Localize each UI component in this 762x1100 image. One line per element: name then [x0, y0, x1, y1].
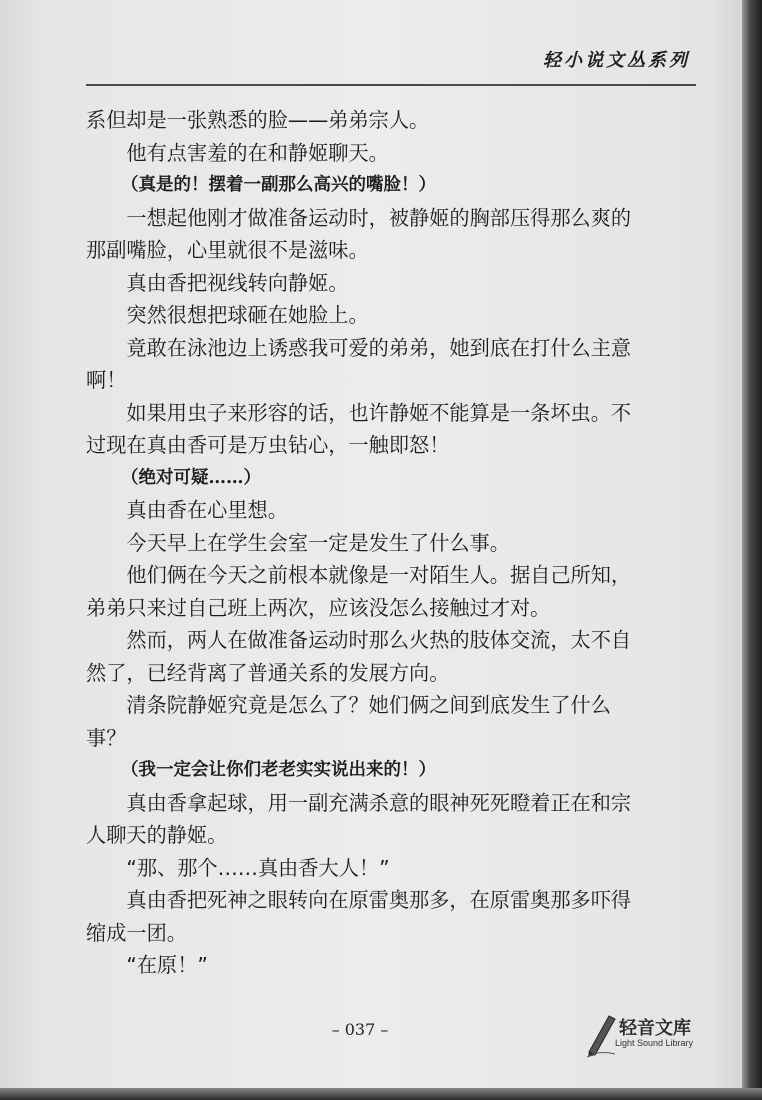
publisher-logo [585, 1010, 697, 1058]
text-line-16: 弟弟只来过自己班上两次，应该没怎么接触过才对。 [86, 595, 551, 620]
text-line-25: 真由香把死神之眼转向在原雷奥那多，在原雷奥那多吓得 [126, 888, 632, 912]
text-line-11: 过现在真由香可是万虫钻心，一触即怒！ [86, 433, 450, 457]
series-title: 轻小说文丛系列 [543, 50, 690, 71]
page-number: – 037 – [331, 1020, 389, 1039]
text-line-5: 那副嘴脸，心里就很不是滋味。 [86, 238, 369, 262]
text-line-2: 他有点害羞的在和静姬聊天。 [126, 140, 389, 165]
text-line-8: 竟敢在泳池边上诱惑我可爱的弟弟，她到底在打什么主意 [126, 335, 632, 360]
text-line-23: 人聊天的静姬。 [86, 823, 228, 847]
logo-chinese-text: 轻音文库 [619, 1018, 691, 1039]
pen-icon [585, 1010, 619, 1058]
text-line-22: 真由香拿起球，用一副充满杀意的眼神死死瞪着正在和宗 [126, 790, 632, 815]
text-line-18: 然了，已经背离了普通关系的发展方向。 [86, 660, 450, 685]
text-line-10: 如果用虫子来形容的话，也许静姬不能算是一条坏虫。不 [126, 400, 632, 425]
page-edge-shadow [742, 0, 762, 1100]
text-line-9: 啊！ [86, 368, 127, 392]
text-line-20: 事？ [86, 725, 127, 750]
text-line-21: （我一定会让你们老老实实说出来的！） [121, 760, 436, 780]
text-line-15: 他们俩在今天之前根本就像是一对陌生人。据自己所知， [126, 563, 632, 587]
text-line-4: 一想起他刚才做准备运动时，被静姬的胸部压得那么爽的 [126, 205, 632, 230]
text-line-3: （真是的！摆着一副那么高兴的嘴脸！） [121, 175, 436, 195]
header-rule [86, 84, 696, 86]
logo-english-text: Light Sound Library [615, 1038, 694, 1048]
body-text [86, 104, 662, 982]
text-line-12: （绝对可疑……） [121, 467, 261, 488]
text-line-27: “在原！” [126, 953, 208, 977]
text-line-14: 今天早上在学生会室一定是发生了什么事。 [126, 530, 510, 555]
text-line-26: 缩成一团。 [86, 920, 187, 945]
text-line-7: 突然很想把球砸在她脸上。 [126, 303, 369, 327]
text-line-17: 然而，两人在做准备运动时那么火热的肢体交流，太不自 [126, 628, 632, 652]
text-line-6: 真由香把视线转向静姬。 [126, 270, 349, 295]
text-line-19: 清条院静姬究竟是怎么了？她们俩之间到底发生了什么 [126, 693, 611, 717]
text-line-1: 系但却是一张熟悉的脸——弟弟宗人。 [86, 108, 430, 132]
text-line-13: 真由香在心里想。 [126, 498, 288, 522]
page-bottom-shadow [0, 1088, 762, 1100]
text-line-24: “那、那个……真由香大人！” [126, 855, 390, 880]
